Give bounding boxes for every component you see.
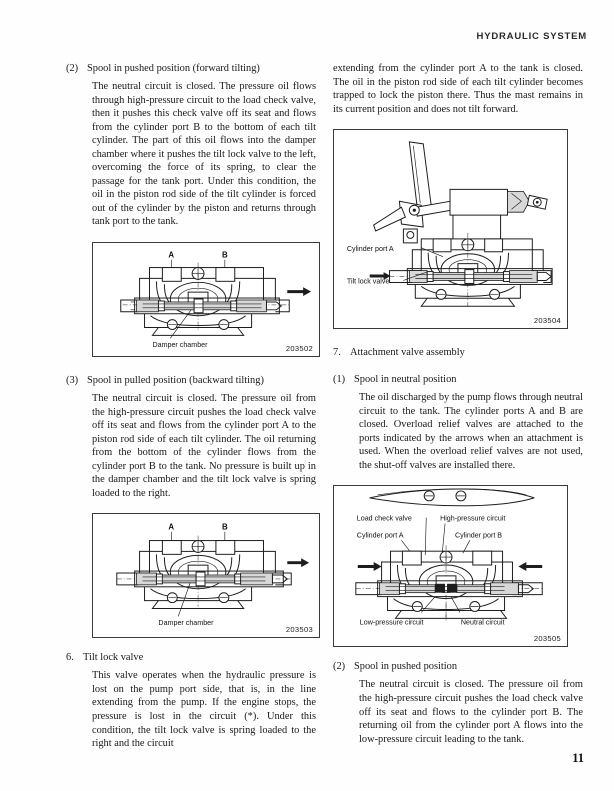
section-6-body: This valve operates when the hydraulic pressure is lost on the pump port side, that is, in the line extending from the pump. If the engine stops, the pressure is lost in the circuit (*). Under this condition, the tilt lock valve is spring loaded to the right and the circuit [92, 670, 316, 750]
section-2-heading [66, 62, 316, 76]
label-high-pressure-circuit: High-pressure circuit [440, 515, 506, 524]
page-number: 11 [572, 751, 584, 765]
figure-203502 [92, 242, 320, 357]
section-6-title: Tilt lock valve [83, 652, 144, 664]
section-7-1-number: (1) [333, 374, 346, 386]
label-port-b: B [221, 250, 228, 260]
figure-203505-drawing [334, 486, 567, 646]
section-3 [66, 374, 316, 500]
label-tilt-lock-valve: Tilt lock valve [346, 277, 390, 286]
right-column [333, 62, 583, 746]
label-port-a: A [168, 250, 175, 260]
figure-203504 [333, 129, 568, 329]
section-6-heading [66, 651, 316, 665]
label-port-a: A [168, 523, 175, 533]
section-7-1 [333, 373, 583, 472]
label-cylinder-port-a: Cylinder port A [356, 531, 404, 540]
section-3-body: The neutral circuit is closed. The pressure oil from the high-pressure circuit pushes the load check valve off its seat and flows from the cylinder port A to the piston rod side of each tilt cylinder. The oil returning from the bottom of the cylinder flows from the cylinder port B to the tank. No pressure is built up in the damper chamber and the tilt lock valve is spring loaded to the right. [92, 393, 316, 499]
label-damper-chamber: Damper chamber [152, 341, 208, 350]
section-3-title: Spool in pulled position (backward tilting) [87, 375, 264, 387]
figure-203504-number: 203504 [533, 316, 561, 326]
left-column [66, 62, 316, 751]
label-cylinder-port-a: Cylinder port A [346, 244, 394, 253]
label-port-b: B [221, 523, 228, 533]
continuation-paragraph: extending from the cylinder port A to the tank is closed. The oil in the piston rod side of each tilt cylinder becomes trapped to lock the piston there. Thus the mast remains in its current position and does not tilt forward. [333, 63, 583, 115]
section-7 [333, 346, 583, 360]
label-damper-chamber: Damper chamber [158, 619, 214, 628]
section-7-2-title: Spool in pushed position [354, 661, 458, 673]
section-7-1-title: Spool in neutral position [354, 374, 457, 386]
section-7-2-body: The neutral circuit is closed. The pressure oil from the high-pressure circuit pushes the load check valve off its seat and flows to the cylinder port B. The returning oil from the cylinder port A flows into the low-pressure circuit leading to the tank. [359, 679, 583, 745]
section-2-number: (2) [66, 63, 79, 74]
figure-203503-drawing [93, 514, 319, 637]
section-2 [66, 62, 316, 229]
label-low-pressure-circuit: Low-pressure circuit [359, 618, 424, 627]
section-7-title: Attachment valve assembly [350, 347, 465, 359]
figure-203502-drawing [93, 243, 319, 356]
section-2-title: Spool in pushed position (forward tilting) [87, 63, 260, 74]
section-7-heading [333, 346, 583, 360]
section-7-2-heading [333, 660, 583, 674]
section-6-number: 6. [66, 652, 74, 664]
section-3-number: (3) [66, 375, 79, 387]
section-7-2 [333, 660, 583, 746]
label-load-check-valve: Load check valve [356, 515, 412, 524]
section-7-1-body: The oil discharged by the pump flows through neutral circuit to the tank. The cylinder ports A and B are closed. Overload relief valves are attached to the ports indicated by the arrows when an attachment is used. When the overload relief valves are not used, the shut-off valves are installed there. [359, 392, 583, 471]
figure-203504-drawing [334, 130, 567, 328]
label-neutral-circuit: Neutral circuit [460, 618, 505, 627]
running-head: HYDRAULIC SYSTEM [476, 31, 587, 42]
section-3-heading [66, 374, 316, 388]
figure-203503 [92, 513, 320, 638]
figure-203503-number: 203503 [285, 625, 313, 635]
section-2-body: The neutral circuit is closed. The pressure oil flows through high-pressure circuit to the load check valve, then it pushes this check valve off its seat and flows from the cylinder port B to the bottom of each tilt cylinder. The part of this oil flows into the damper chamber where it pushes the tilt lock valve to the left, overcoming the force of its spring, to clear the passage for the tank port. Under this condition, the oil in the piston rod side of the tilt cylinder is forced out of the cylinder by the piston and returns through tank port to the tank. [92, 81, 316, 228]
section-7-2-number: (2) [333, 661, 346, 673]
figure-203505 [333, 485, 568, 647]
figure-203502-number: 203502 [285, 344, 313, 354]
section-6 [66, 651, 316, 750]
section-7-number: 7. [333, 347, 341, 359]
section-7-1-heading [333, 373, 583, 387]
figure-203505-number: 203505 [533, 634, 561, 644]
label-cylinder-port-b: Cylinder port B [454, 531, 503, 540]
